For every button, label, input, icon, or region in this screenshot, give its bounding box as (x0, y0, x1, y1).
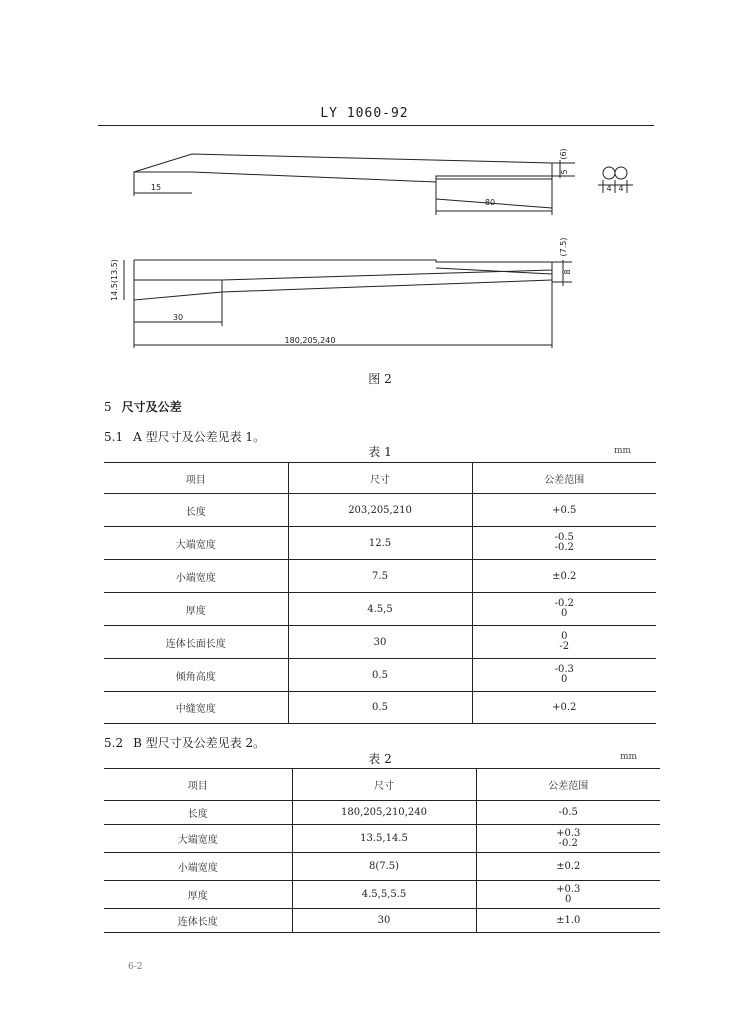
subsection-5-2-text: B 型尺寸及公差见表 2。 (133, 736, 266, 750)
table-2-unit: mm (620, 752, 638, 762)
table-row (104, 593, 656, 626)
side-view-label-length: 180,205,240 (284, 336, 336, 345)
tolerance-upper: +0.3 (556, 883, 581, 895)
table-1-header-row (104, 463, 656, 494)
tolerance-lower: 0 (561, 608, 568, 619)
table-2-header-item: 项目 (104, 769, 292, 801)
subsection-5-2 (104, 734, 265, 751)
tolerance-upper: ±0.2 (556, 861, 581, 872)
section-number: 5 (104, 400, 112, 414)
table-2-cell-item: 连体长度 (104, 909, 292, 933)
side-view-label-30: 30 (172, 313, 184, 322)
table-row (104, 853, 660, 881)
top-view-label-15: 15 (150, 183, 162, 192)
tolerance-lower: -0.2 (558, 837, 578, 849)
table-1-cell-size: 4.5,5 (288, 593, 472, 626)
section-heading (104, 398, 182, 415)
figure-2-drawing (0, 0, 729, 380)
table-2-header-tolerance: 公差范围 (476, 769, 660, 801)
table-row (104, 825, 660, 853)
subsection-5-1-text: A 型尺寸及公差见表 1。 (133, 430, 266, 444)
subsection-5-2-number: 5.2 (104, 736, 124, 750)
table-2-cell-tolerance (476, 881, 660, 909)
table-1-header-item: 项目 (104, 463, 288, 494)
tolerance-lower: 0 (565, 893, 572, 905)
tolerance-upper: +0.2 (552, 702, 577, 713)
table-row (104, 692, 656, 724)
table-2-cell-item: 厚度 (104, 881, 292, 909)
tolerance-lower: -2 (559, 641, 570, 652)
section-title: 尺寸及公差 (121, 400, 182, 414)
table-2-header-size: 尺寸 (292, 769, 476, 801)
tolerance-lower: 0 (561, 674, 568, 685)
table-1-cell-tolerance (472, 692, 656, 724)
table-1-cell-tolerance (472, 626, 656, 659)
tolerance-lower: -0.2 (554, 542, 574, 553)
side-view-label-tip-alt: (7.5) (559, 237, 568, 257)
top-view-label-80: 80 (484, 198, 496, 207)
table-2-cell-tolerance (476, 853, 660, 881)
table-2-cell-item: 长度 (104, 801, 292, 825)
section-label-b: 4 (618, 184, 624, 193)
section-circle-right (615, 167, 627, 179)
tolerance-upper: +0.5 (552, 504, 577, 516)
table-2 (104, 768, 660, 933)
table-2-header-row (104, 769, 660, 801)
table-1-title: 表 1 (368, 445, 392, 459)
tolerance-upper: -0.3 (554, 664, 574, 675)
top-view-outline (134, 154, 552, 190)
tolerance-upper: ±0.2 (552, 570, 577, 582)
table-1-cell-size: 30 (288, 626, 472, 659)
table-1-cell-tolerance (472, 593, 656, 626)
table-1-header-size: 尺寸 (288, 463, 472, 494)
table-1-cell-size: 203,205,210 (288, 494, 472, 527)
table-1-cell-item: 中缝宽度 (104, 692, 288, 724)
table-row (104, 560, 656, 593)
side-view-label-thickness: 14.5(13.5) (110, 259, 119, 301)
top-view-label-height-inner: 5 (560, 169, 569, 175)
figure-caption: 图 2 (368, 372, 392, 386)
table-1-cell-size: 7.5 (288, 560, 472, 593)
tolerance-upper: -0.5 (558, 807, 578, 818)
table-2-cell-item: 大端宽度 (104, 825, 292, 853)
table-1-header-tolerance: 公差范围 (472, 463, 656, 494)
page-number: 6-2 (128, 962, 143, 972)
table-2-cell-tolerance (476, 801, 660, 825)
tolerance-upper: -0.2 (554, 598, 574, 609)
table-1-cell-tolerance (472, 527, 656, 560)
table-1-cell-size: 0.5 (288, 659, 472, 692)
table-2-cell-tolerance (476, 825, 660, 853)
standard-code: LY 1060-92 (320, 106, 409, 121)
table-1-cell-item: 大端宽度 (104, 527, 288, 560)
table-1-cell-size: 0.5 (288, 692, 472, 724)
tolerance-upper: ±1.0 (556, 915, 581, 926)
table-row (104, 494, 656, 527)
subsection-5-1-number: 5.1 (104, 430, 124, 444)
table-1-cell-tolerance (472, 494, 656, 527)
table-1-cell-item: 厚度 (104, 593, 288, 626)
table-row (104, 527, 656, 560)
table-2-cell-item: 小端宽度 (104, 853, 292, 881)
table-2-cell-size: 4.5,5,5.5 (292, 881, 476, 909)
table-2-cell-size: 13.5,14.5 (292, 825, 476, 853)
table-2-title: 表 2 (368, 752, 392, 766)
section-circle-left (603, 167, 615, 179)
side-view-label-tip: 8 (563, 269, 572, 275)
table-2-cell-tolerance (476, 909, 660, 933)
table-1 (104, 462, 656, 724)
table-1-cell-size: 12.5 (288, 527, 472, 560)
table-1-cell-item: 倾角高度 (104, 659, 288, 692)
table-2-cell-size: 180,205,210,240 (292, 801, 476, 825)
table-row (104, 801, 660, 825)
table-1-cell-tolerance (472, 659, 656, 692)
table-2-cell-size: 8(7.5) (292, 853, 476, 881)
table-row (104, 659, 656, 692)
table-row (104, 626, 656, 659)
top-view-label-height-outer: (6) (559, 148, 568, 160)
table-row (104, 909, 660, 933)
table-2-cell-size: 30 (292, 909, 476, 933)
side-view-taper-line (222, 280, 552, 292)
table-1-cell-item: 小端宽度 (104, 560, 288, 593)
section-label-a: 4 (606, 184, 612, 193)
tolerance-upper: -0.5 (554, 532, 574, 543)
tolerance-upper: +0.3 (556, 827, 581, 839)
table-1-cell-tolerance (472, 560, 656, 593)
tolerance-upper: 0 (561, 631, 568, 642)
table-1-unit: mm (614, 446, 632, 456)
table-1-cell-item: 长度 (104, 494, 288, 527)
table-1-cell-item: 连体长面长度 (104, 626, 288, 659)
table-row (104, 881, 660, 909)
